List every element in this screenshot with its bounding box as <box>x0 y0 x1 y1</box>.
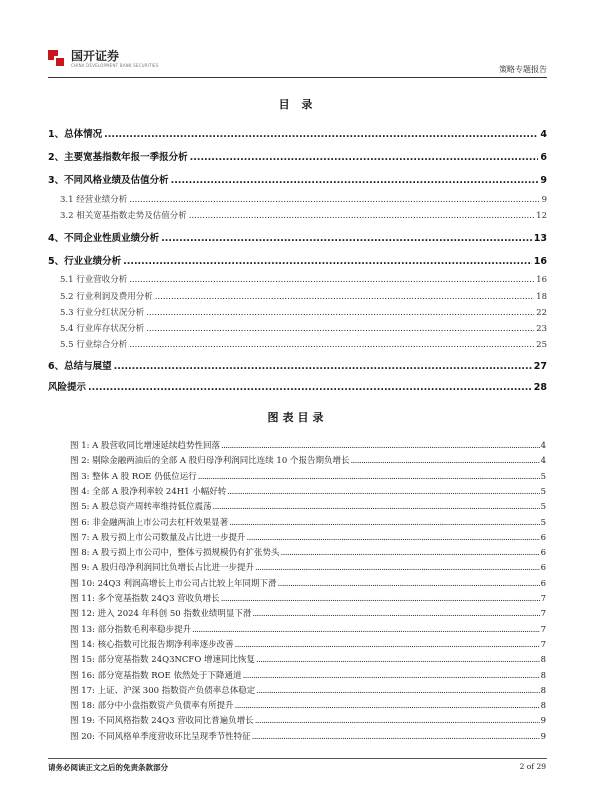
toc-entry-page: 13 <box>533 233 547 244</box>
dot-leader <box>256 655 540 665</box>
toc-entry[interactable] <box>48 209 547 221</box>
figure-entry[interactable] <box>70 623 546 635</box>
dot-leader <box>171 175 539 186</box>
figure-entry-page: 5 <box>540 517 546 528</box>
figure-entry-page: 4 <box>540 441 546 451</box>
dot-leader <box>252 609 539 619</box>
toc-entry-page: 16 <box>533 256 547 267</box>
dot-leader <box>123 256 532 267</box>
figure-entry[interactable] <box>70 546 546 558</box>
dot-leader <box>129 195 539 205</box>
dot-leader <box>129 340 534 350</box>
figure-entry-page: 6 <box>540 563 546 574</box>
figure-entry-label: 图 17: 上证、沪深 300 指数资产负债率总体稳定 <box>70 685 256 696</box>
figure-entry-page: 5 <box>540 471 546 482</box>
toc-entry-label: 1、总体情况 <box>48 129 103 140</box>
toc-entry[interactable] <box>48 379 547 393</box>
figure-entry-label: 图 7: A 股亏损上市公司数量及占比进一步提升 <box>70 532 246 543</box>
toc-title: 目 录 <box>278 98 317 111</box>
toc-entry-page: 23 <box>536 324 547 334</box>
footer-divider <box>48 758 547 759</box>
figure-entry-page: 6 <box>540 532 546 543</box>
dot-leader <box>114 361 532 372</box>
figure-entry-label: 图 10: 24Q3 利润高增长上市公司占比较上年同期下滑 <box>70 578 277 589</box>
dot-leader <box>192 625 539 635</box>
figure-entry[interactable] <box>70 607 546 619</box>
dot-leader <box>229 518 539 528</box>
brand-name: 国开证券 <box>71 49 120 63</box>
toc-entry-label: 2、主要宽基指数年报一季报分析 <box>48 152 188 163</box>
toc-entry-page: 12 <box>536 211 547 221</box>
figure-entry[interactable] <box>70 439 546 451</box>
figure-entry[interactable] <box>70 485 546 497</box>
toc-entry-label: 4、不同企业性质业绩分析 <box>48 233 160 244</box>
dot-leader <box>104 129 538 140</box>
dot-leader <box>247 533 540 543</box>
dot-leader <box>252 732 540 742</box>
figure-entry-page: 7 <box>540 594 546 604</box>
dot-leader <box>198 472 540 482</box>
figure-entry[interactable] <box>70 653 546 665</box>
toc-entry[interactable] <box>48 358 547 372</box>
page-header <box>48 50 547 76</box>
figure-entry-label: 图 20: 不同风格单季度营收环比呈现季节性特征 <box>70 731 251 742</box>
dot-leader <box>256 686 539 696</box>
figure-entry-page: 8 <box>540 655 546 666</box>
dot-leader <box>235 640 540 650</box>
figure-entry-label: 图 2: 剔除金融两油后的全部 A 股归母净利润同比连续 10 个报告期负增长 <box>70 456 350 467</box>
toc-entry-label: 风险提示 <box>48 382 87 393</box>
figure-entry[interactable] <box>70 500 546 512</box>
figure-entry-label: 图 1: A 股营收同比增速延续趋势性回落 <box>70 441 221 451</box>
dot-leader <box>227 487 539 497</box>
dot-leader <box>88 382 532 393</box>
figure-entry[interactable] <box>70 516 546 528</box>
toc-entry-label: 5.1 行业营收分析 <box>60 275 128 285</box>
toc-entry-page: 16 <box>536 275 547 285</box>
figure-entry-label: 图 6: 非金融两油上市公司去杠杆效果显著 <box>70 517 229 528</box>
figure-entry-label: 图 18: 部分中小盘指数资产负债率有所提升 <box>70 701 234 712</box>
figure-entry[interactable] <box>70 699 546 711</box>
dot-leader <box>350 456 539 466</box>
toc-entry-label: 5.4 行业库存状况分析 <box>60 324 145 334</box>
figure-entry-page: 5 <box>540 502 546 513</box>
figure-entry[interactable] <box>70 684 546 696</box>
page-number: 2 of 29 <box>519 762 546 771</box>
figure-entry-label: 图 3: 整体 A 股 ROE 仍低位运行 <box>70 471 197 482</box>
toc-entry-label: 5.3 行业分红状况分析 <box>60 308 145 318</box>
figure-entry-label: 图 19: 不同风格指数 24Q3 营收同比普遍负增长 <box>70 716 254 727</box>
toc-entry-page: 9 <box>541 195 547 205</box>
toc-entry[interactable] <box>48 230 547 244</box>
dot-leader <box>235 701 540 711</box>
toc-entry-label: 3、不同风格业绩及估值分析 <box>48 175 169 186</box>
figure-entry-page: 7 <box>540 624 546 635</box>
figure-entry-page: 6 <box>540 548 546 559</box>
figure-entry[interactable] <box>70 714 546 726</box>
figure-entry-page: 7 <box>540 609 546 620</box>
figure-entry-page: 8 <box>540 685 546 696</box>
brand-logo <box>48 50 159 68</box>
figure-entry[interactable] <box>70 577 546 589</box>
dot-leader <box>255 563 540 573</box>
figure-entry-label: 图 4: 全部 A 股净利率较 24H1 小幅好转 <box>70 486 227 497</box>
figure-entry-page: 9 <box>540 731 546 742</box>
toc-entry[interactable] <box>48 322 547 334</box>
dot-leader <box>146 324 534 334</box>
brand-subtitle: CHINA DEVELOPMENT BANK SECURITIES <box>71 63 159 68</box>
figure-entry-label: 图 5: A 股总资产周转率维持低位震荡 <box>70 502 212 513</box>
toc-entry-label: 5.5 行业综合分析 <box>60 340 128 350</box>
figures-title: 图表目录 <box>267 411 328 424</box>
figure-entry[interactable] <box>70 470 546 482</box>
toc-entry[interactable] <box>48 338 547 350</box>
figure-entry-page: 8 <box>540 701 546 712</box>
figure-entry[interactable] <box>70 638 546 650</box>
toc-entry-label: 5.2 行业利润及费用分析 <box>60 292 153 302</box>
dot-leader <box>146 308 534 318</box>
report-type: 策略专题报告 <box>499 65 547 74</box>
figure-entry-page: 4 <box>540 456 546 467</box>
dot-leader <box>221 594 540 604</box>
dot-leader <box>189 211 534 221</box>
toc-entry-page: 4 <box>540 129 547 140</box>
figure-entry-page: 9 <box>540 716 546 727</box>
footer-disclaimer: 请务必阅读正文之后的免责条款部分 <box>48 763 168 772</box>
toc-entry[interactable] <box>48 193 547 205</box>
toc-entry-page: 25 <box>536 340 547 350</box>
dot-leader <box>161 233 532 244</box>
header-divider <box>48 77 547 78</box>
dot-leader <box>129 275 534 285</box>
toc-entry-label: 3.1 经营业绩分析 <box>60 195 128 205</box>
toc-entry[interactable] <box>48 253 547 267</box>
figure-entry-label: 图 16: 部分宽基指数 ROE 依然处于下降通道 <box>70 670 242 681</box>
toc-entry-page: 22 <box>536 308 547 318</box>
toc-entry[interactable] <box>48 172 547 186</box>
dot-leader <box>255 716 540 726</box>
figure-entry-label: 图 15: 部分宽基指数 24Q3NCFO 增速同比恢复 <box>70 655 255 666</box>
toc-entry-page: 18 <box>536 292 547 302</box>
toc-entry-label: 6、总结与展望 <box>48 361 112 372</box>
figure-entry-page: 6 <box>540 578 546 589</box>
figure-entry-page: 5 <box>540 486 546 497</box>
toc-entry-label: 5、行业业绩分析 <box>48 256 122 267</box>
toc-entry-page: 28 <box>533 382 547 393</box>
figure-entry[interactable] <box>70 730 546 742</box>
toc-entry[interactable] <box>48 273 547 285</box>
dot-leader <box>281 548 540 558</box>
figure-entry[interactable] <box>70 561 546 573</box>
figure-entry-label: 图 11: 多个宽基指数 24Q3 营收负增长 <box>70 594 220 604</box>
figure-entry-label: 图 8: A 股亏损上市公司中，整体亏损规模仍有扩张势头 <box>70 548 280 559</box>
figure-entry-page: 7 <box>540 639 546 650</box>
dot-leader <box>277 579 539 589</box>
figure-entry[interactable] <box>70 669 546 681</box>
toc-entry-page: 27 <box>533 361 547 372</box>
figure-entry-page: 8 <box>540 670 546 681</box>
toc-entry[interactable] <box>48 126 547 140</box>
figure-entry[interactable] <box>70 531 546 543</box>
dot-leader <box>213 502 540 512</box>
toc-entry[interactable] <box>48 149 547 163</box>
toc-entry[interactable] <box>48 290 547 302</box>
toc-entry[interactable] <box>48 306 547 318</box>
toc-entry-page: 9 <box>540 175 547 186</box>
brand-logo-icon <box>48 50 66 68</box>
dot-leader <box>243 671 540 681</box>
dot-leader <box>221 441 540 451</box>
toc-entry-page: 6 <box>540 152 547 163</box>
dot-leader <box>190 152 539 163</box>
dot-leader <box>155 292 534 302</box>
figure-entry-label: 图 13: 部分指数毛利率稳步提升 <box>70 624 192 635</box>
figure-entry-label: 图 12: 进入 2024 年科创 50 指数业绩明显下滑 <box>70 609 252 620</box>
figure-entry-label: 图 14: 核心指数可比报告期净利率逐步改善 <box>70 639 234 650</box>
toc-entry-label: 3.2 相关宽基指数走势及估值分析 <box>60 211 187 221</box>
figure-entry-label: 图 9: A 股归母净利润同比负增长占比进一步提升 <box>70 563 255 574</box>
figure-entry[interactable] <box>70 592 546 604</box>
figure-entry[interactable] <box>70 454 546 466</box>
